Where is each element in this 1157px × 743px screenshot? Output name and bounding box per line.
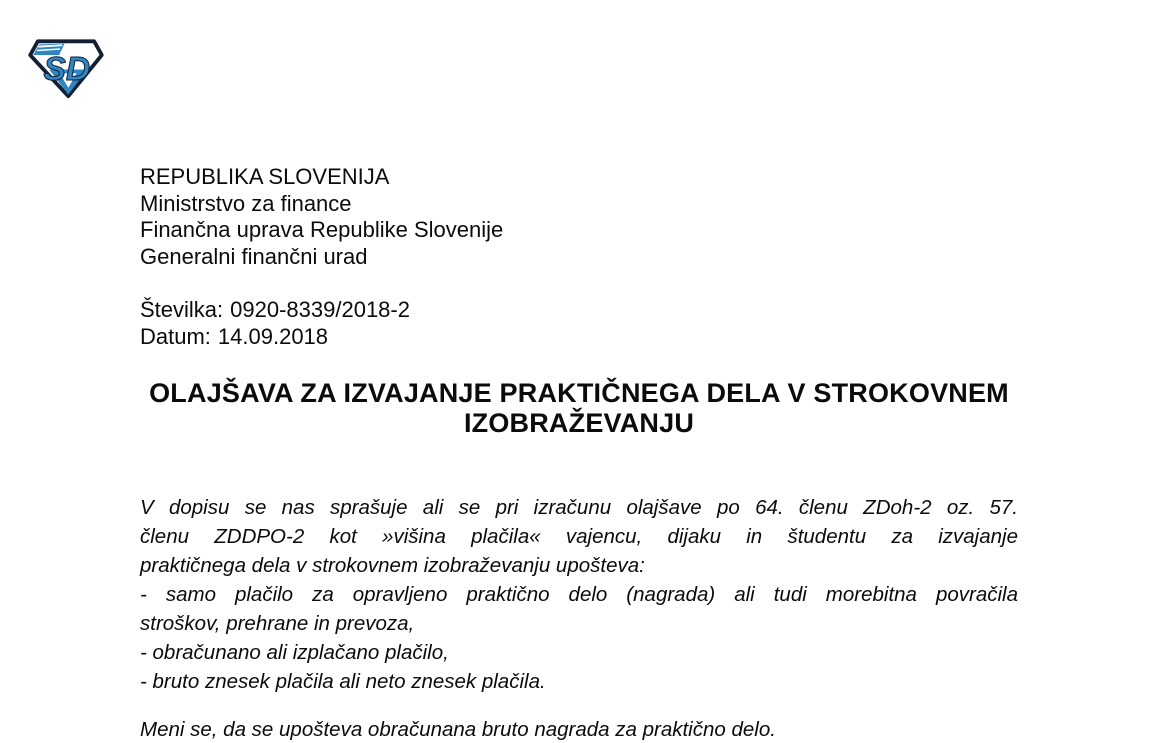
body-line: členu ZDDPO-2 kot »višina plačila« vajencu, dijaku in študentu za izvajanje xyxy=(140,525,1018,548)
body-conclusion-line: Meni se, da se upošteva obračunana bruto nagrada za praktično delo. xyxy=(140,718,776,741)
body-line: - samo plačilo za opravljeno praktično delo (nagrada) ali tudi morebitna povračila xyxy=(140,583,1018,606)
body-line: - obračunano ali izplačano plačilo, xyxy=(140,641,449,664)
document-title-line-2: IZOBRAŽEVANJU xyxy=(463,408,695,438)
document-body xyxy=(140,493,1018,743)
letterhead-administration: Finančna uprava Republike Slovenije xyxy=(140,217,504,242)
logo-letters: SD xyxy=(43,51,91,89)
letterhead-office: Generalni finančni urad xyxy=(140,243,368,269)
document-number-label: Številka: xyxy=(140,297,224,322)
document-title-line-1: OLAJŠAVA ZA IZVAJANJE PRAKTIČNEGA DELA V STROKOVNEM xyxy=(149,378,1009,408)
letterhead-ministry: Ministrstvo za finance xyxy=(140,190,352,216)
sd-diamond-logo-icon xyxy=(26,36,106,100)
body-line: V dopisu se nas sprašuje ali se pri izračunu olajšave po 64. členu ZDoh-2 oz. 57. xyxy=(140,496,1018,519)
document-date-label: Datum: xyxy=(140,324,211,349)
body-line: - bruto znesek plačila ali neto znesek plačila. xyxy=(140,670,546,693)
body-line: stroškov, prehrane in prevoza, xyxy=(140,612,415,635)
document-title xyxy=(140,378,1018,438)
document-number-value: 0920-8339/2018-2 xyxy=(230,297,410,322)
letterhead-country: REPUBLIKA SLOVENIJA xyxy=(140,164,390,189)
body-line: praktičnega dela v strokovnem izobraževanju upošteva: xyxy=(140,554,645,577)
document-meta xyxy=(140,296,410,350)
letterhead xyxy=(140,164,503,270)
document-number-line xyxy=(140,296,410,323)
document-date-line xyxy=(140,323,410,350)
document-date-value: 14.09.2018 xyxy=(217,324,329,349)
